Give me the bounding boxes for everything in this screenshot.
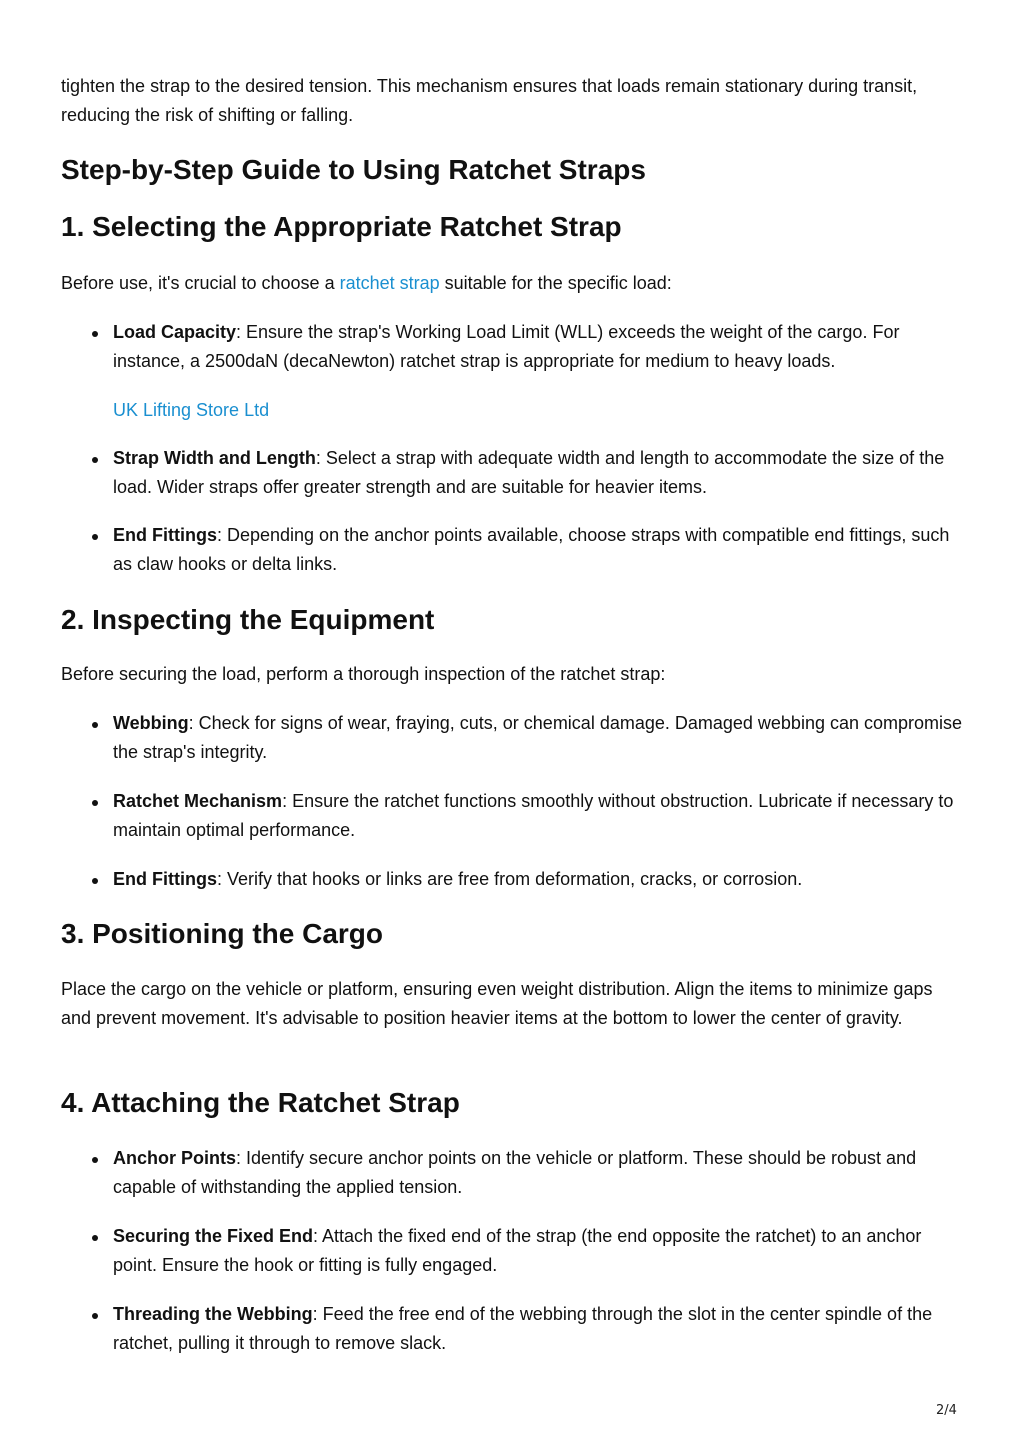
section2-heading: 2. Inspecting the Equipment — [61, 604, 435, 635]
list-item-label: Ratchet Mechanism — [113, 791, 283, 811]
guide-heading: Step-by-Step Guide to Using Ratchet Straps — [61, 154, 646, 185]
section1-intro-before: Before use, it's crucial to choose a — [61, 273, 340, 293]
section2-intro: Before securing the load, perform a thorough inspection of the ratchet strap: — [61, 664, 666, 684]
list-item-text: : Ensure the strap's Working Load Limit (WLL) exceeds the weight of the cargo. For instance, a 2500daN (decaNewton) ratchet strap is appropriate for medium to heavy loads. — [113, 322, 900, 371]
section1-intro-after: suitable for the specific load: — [439, 273, 672, 293]
section1-list-a — [61, 318, 966, 376]
list-item-label: Webbing — [113, 713, 189, 733]
list-item-label: End Fittings — [113, 525, 217, 545]
list-item — [61, 1300, 966, 1358]
list-item-text: : Feed the free end of the webbing through the slot in the center spindle of the ratchet, pulling it through to remove slack. — [113, 1304, 933, 1353]
section3-paragraph: Place the cargo on the vehicle or platform, ensuring even weight distribution. Align the items to minimize gaps and prevent movement. It's advisable to position heavier items at the bottom to lower the center of gravity. — [61, 979, 933, 1028]
list-item-label: Securing the Fixed End — [113, 1226, 314, 1246]
list-item-text: : Verify that hooks or links are free from deformation, cracks, or corrosion. — [216, 869, 803, 889]
uk-lifting-store-link[interactable]: UK Lifting Store Ltd — [113, 400, 270, 420]
list-item-text: : Attach the fixed end of the strap (the end opposite the ratchet) to an anchor point. Ensure the hook or fitting is fully engaged. — [113, 1226, 922, 1275]
section1-heading: 1. Selecting the Appropriate Ratchet Strap — [61, 211, 622, 242]
list-item-label: Threading the Webbing — [113, 1304, 313, 1324]
list-item-text: : Identify secure anchor points on the vehicle or platform. These should be robust and capable of withstanding the applied tension. — [113, 1148, 917, 1197]
section4-list — [61, 1144, 966, 1358]
list-item — [61, 444, 966, 502]
list-item-label: Anchor Points — [113, 1148, 237, 1168]
section4-heading: 4. Attaching the Ratchet Strap — [61, 1087, 460, 1118]
list-item — [61, 865, 966, 894]
section1-list-b — [61, 444, 966, 579]
list-item-text: : Select a strap with adequate width and length to accommodate the size of the load. Wider straps offer greater strength and are suitable for heavier items. — [113, 448, 945, 497]
section2-list — [61, 709, 966, 894]
intro-paragraph: tighten the strap to the desired tension. This mechanism ensures that loads remain stationary during transit, reducing the risk of shifting or falling. — [61, 76, 918, 125]
list-item — [61, 787, 966, 845]
page-number: 2/4 — [936, 1403, 957, 1418]
list-item-label: Load Capacity — [113, 322, 237, 342]
list-item-text: : Check for signs of wear, fraying, cuts, or chemical damage. Damaged webbing can compromise the strap's integrity. — [113, 713, 963, 762]
section1-intro — [61, 269, 966, 298]
list-item-text: : Depending on the anchor points available, choose straps with compatible end fittings, such as claw hooks or delta links. — [113, 525, 950, 574]
list-item-label: End Fittings — [113, 869, 217, 889]
list-item-text: : Ensure the ratchet functions smoothly without obstruction. Lubricate if necessary to maintain optimal performance. — [113, 791, 954, 840]
section3-heading: 3. Positioning the Cargo — [61, 918, 384, 949]
ratchet-strap-link[interactable]: ratchet strap — [339, 273, 440, 293]
list-item — [61, 318, 966, 376]
list-item — [61, 1222, 966, 1280]
list-item-label: Strap Width and Length — [113, 448, 316, 468]
list-item — [61, 1144, 966, 1202]
list-item — [61, 521, 966, 579]
list-item — [61, 709, 966, 767]
